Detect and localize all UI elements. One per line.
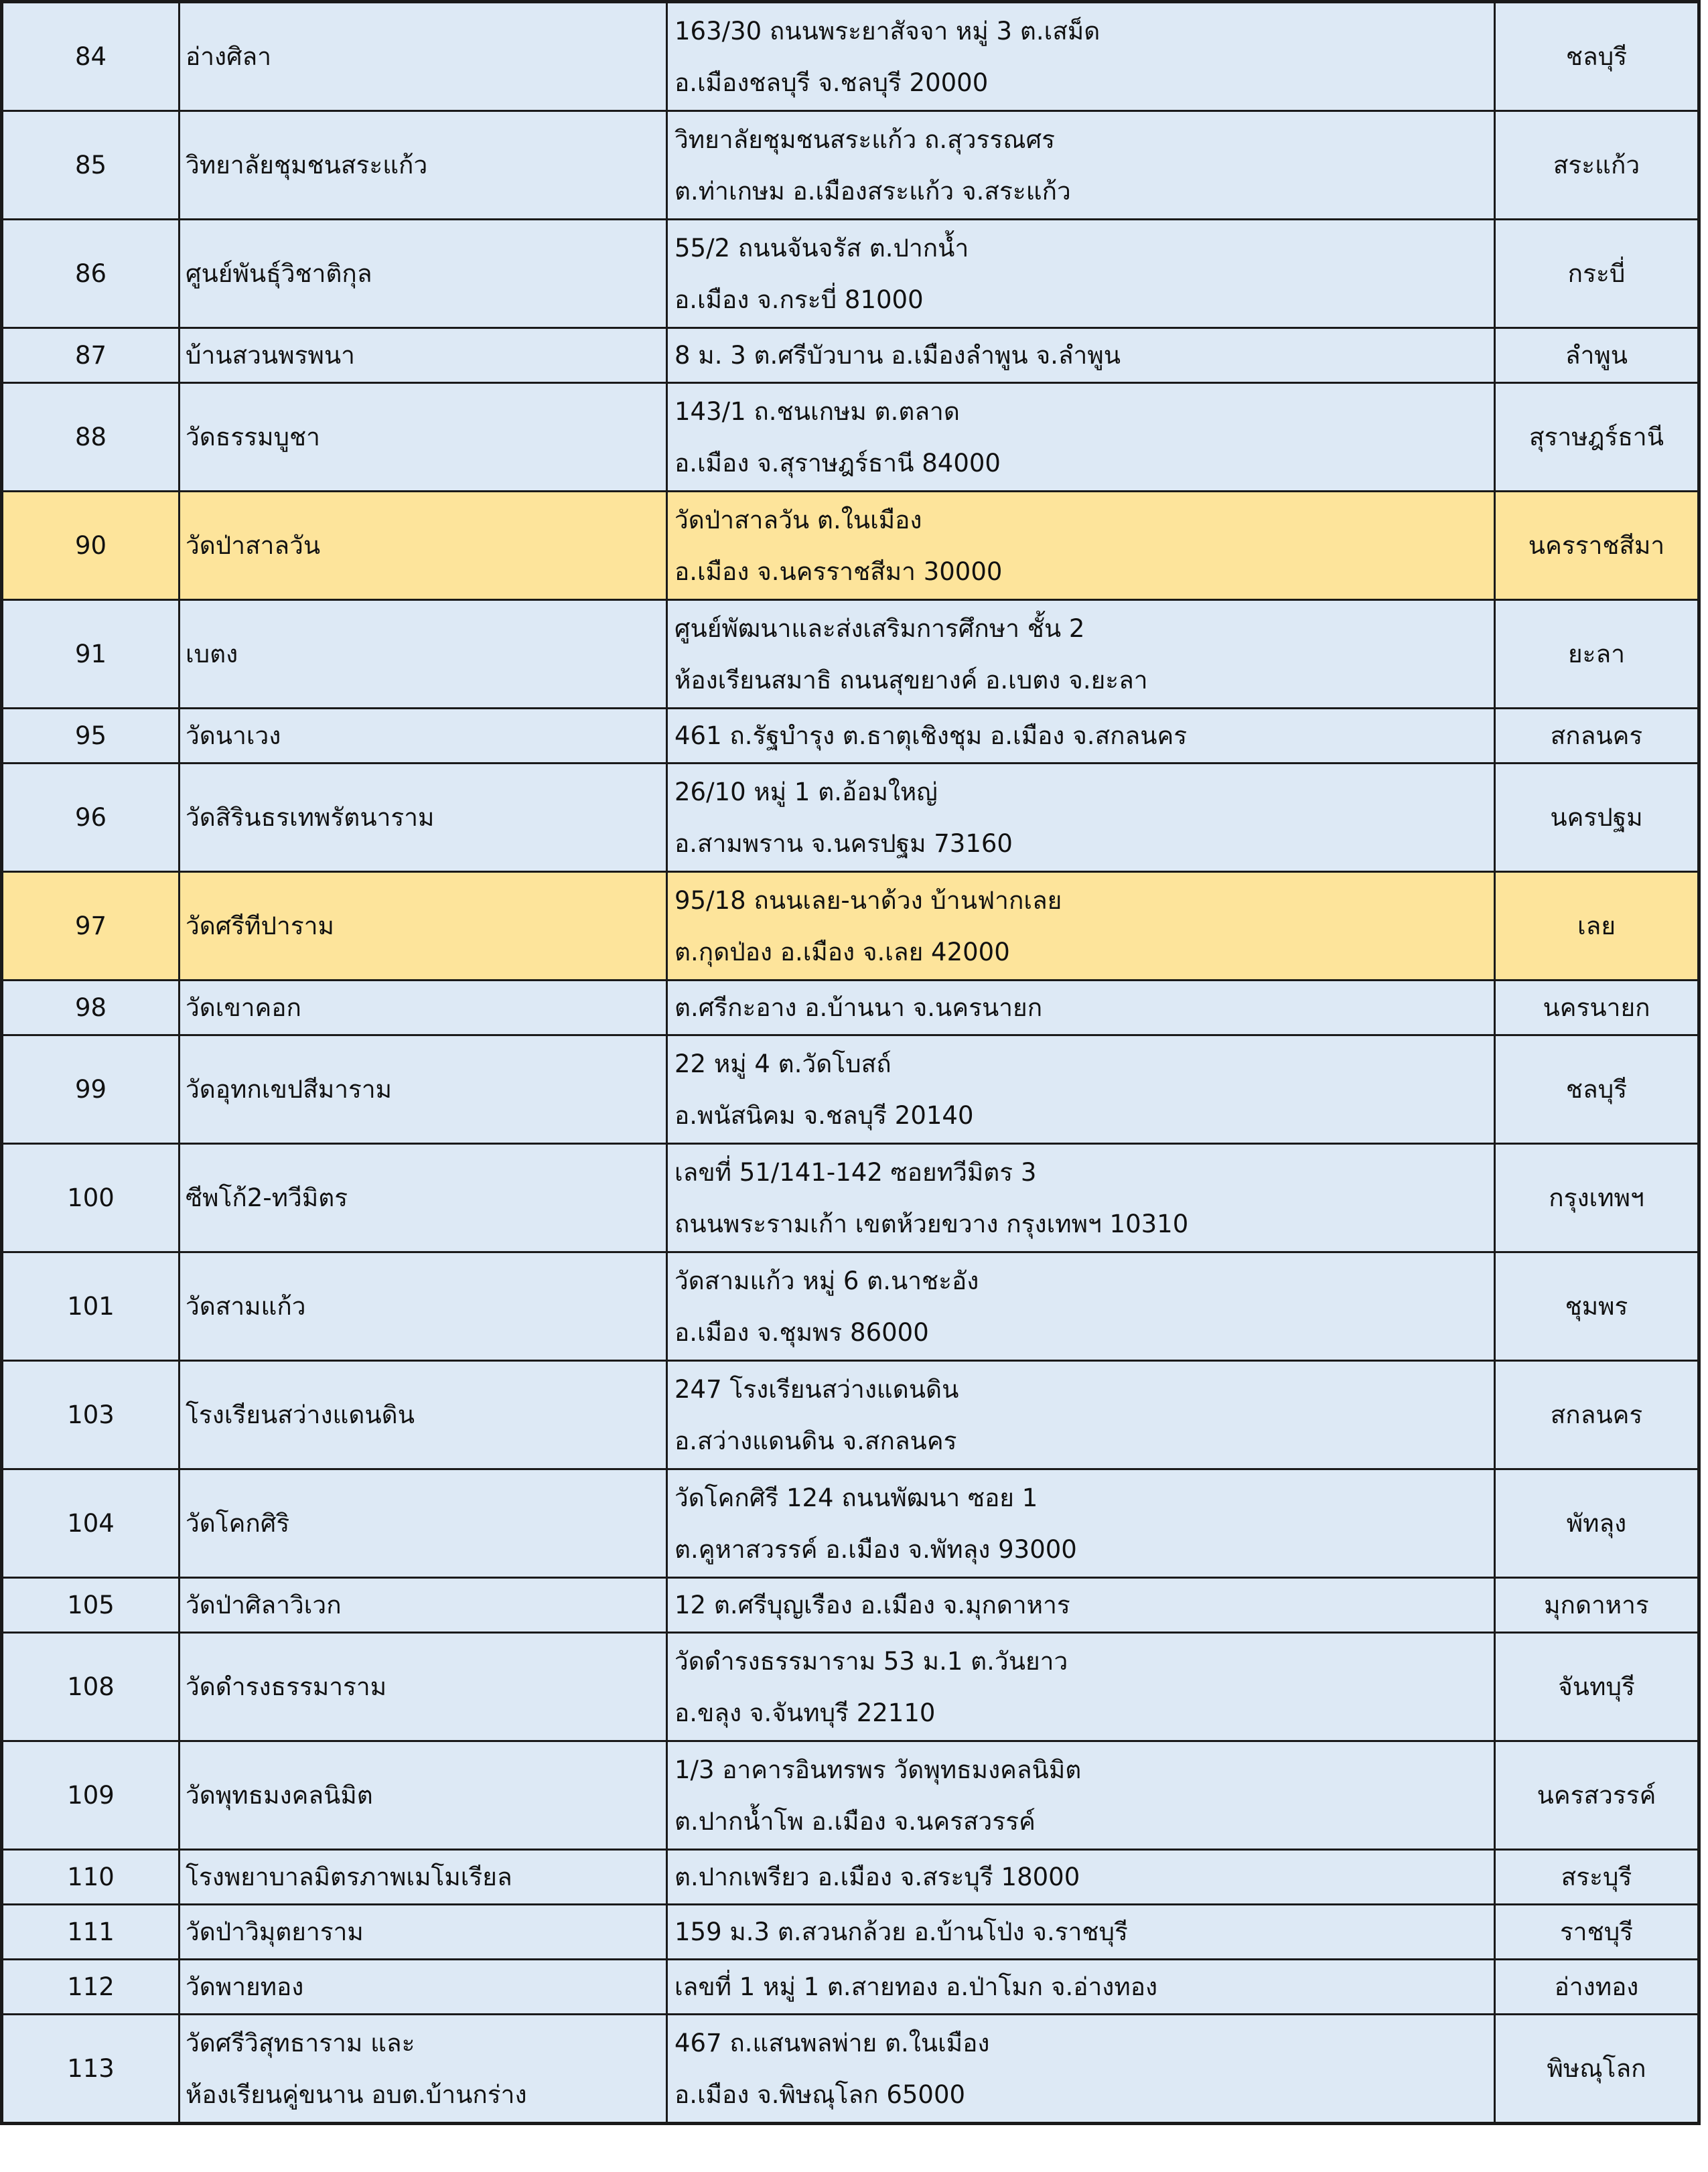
address-cell	[667, 1469, 1495, 1578]
row-number-cell: 90	[2, 492, 180, 600]
table-row	[2, 1905, 1699, 1960]
table-row	[2, 1469, 1699, 1578]
location-name-line: วัดสามแก้ว	[186, 1292, 306, 1321]
address-line: อ.ขลุง จ.จันทบุรี 22110	[674, 1698, 936, 1727]
row-number-cell: 110	[2, 1850, 180, 1905]
address-line: ต.ปากน้ำโพ อ.เมือง จ.นครสวรรค์	[674, 1806, 1036, 1836]
address-cell	[667, 1850, 1495, 1905]
location-name-line: บ้านสวนพรพนา	[186, 341, 355, 370]
province-cell: นครนายก	[1495, 981, 1699, 1035]
address-line: 55/2 ถนนจันจรัส ต.ปากน้ำ	[674, 233, 969, 263]
location-name-cell	[180, 220, 667, 328]
location-name-cell	[180, 1960, 667, 2015]
location-name-line: โรงเรียนสว่างแดนดิน	[186, 1400, 415, 1429]
address-line: 22 หมู่ 4 ต.วัดโบสถ์	[674, 1049, 892, 1078]
table-row	[2, 2, 1699, 111]
location-name-cell	[180, 2, 667, 111]
province-cell: กระบี่	[1495, 220, 1699, 328]
table-row	[2, 709, 1699, 764]
address-line: 26/10 หมู่ 1 ต.อ้อมใหญ่	[674, 777, 938, 806]
address-cell	[667, 1578, 1495, 1633]
location-name-cell	[180, 1741, 667, 1850]
province-cell: สกลนคร	[1495, 709, 1699, 764]
address-cell	[667, 1144, 1495, 1252]
address-line: อ.สามพราน จ.นครปฐม 73160	[674, 828, 1013, 858]
table-row	[2, 1252, 1699, 1361]
address-line: 8 ม. 3 ต.ศรีบัวบาน อ.เมืองลำพูน จ.ลำพูน	[674, 341, 1121, 370]
address-line: ต.ปากเพรียว อ.เมือง จ.สระบุรี 18000	[674, 1863, 1080, 1891]
address-line: อ.เมือง จ.ชุมพร 86000	[674, 1317, 929, 1347]
row-number-cell: 103	[2, 1361, 180, 1469]
address-cell	[667, 981, 1495, 1035]
table-row	[2, 220, 1699, 328]
address-line: วิทยาลัยชุมชนสระแก้ว ถ.สุวรรณศร	[674, 125, 1055, 154]
province-cell: ลำพูน	[1495, 328, 1699, 383]
table-row	[2, 764, 1699, 872]
row-number-cell: 98	[2, 981, 180, 1035]
address-line: 95/18 ถนนเลย-นาด้วง บ้านฟากเลย	[674, 885, 1062, 915]
address-line: ถนนพระรามเก้า เขตห้วยขวาง กรุงเทพฯ 10310	[674, 1209, 1189, 1238]
row-number-cell: 86	[2, 220, 180, 328]
address-cell	[667, 383, 1495, 492]
address-line: วัดโคกศิรี 124 ถนนพัฒนา ซอย 1	[674, 1483, 1038, 1512]
row-number-cell: 95	[2, 709, 180, 764]
address-line: อ.เมือง จ.นครราชสีมา 30000	[674, 557, 1003, 586]
table-row	[2, 981, 1699, 1035]
row-number-cell: 111	[2, 1905, 180, 1960]
location-name-cell	[180, 328, 667, 383]
row-number-cell: 85	[2, 111, 180, 220]
address-line: ต.ศรีกะอาง อ.บ้านนา จ.นครนายก	[674, 993, 1043, 1022]
row-number-cell: 113	[2, 2015, 180, 2124]
location-name-cell	[180, 1850, 667, 1905]
address-line: 467 ถ.แสนพลพ่าย ต.ในเมือง	[674, 2028, 990, 2057]
address-cell	[667, 1633, 1495, 1741]
table-row	[2, 1144, 1699, 1252]
location-name-cell	[180, 1361, 667, 1469]
address-cell	[667, 1905, 1495, 1960]
province-cell: ยะลา	[1495, 600, 1699, 709]
location-name-cell	[180, 2015, 667, 2124]
address-line: อ.เมือง จ.พิษณุโลก 65000	[674, 2080, 966, 2109]
province-cell: ชุมพร	[1495, 1252, 1699, 1361]
address-line: ห้องเรียนสมาธิ ถนนสุขยางค์ อ.เบตง จ.ยะลา	[674, 665, 1148, 695]
row-number-cell: 104	[2, 1469, 180, 1578]
location-name-cell	[180, 1633, 667, 1741]
table-row	[2, 492, 1699, 600]
address-line: เลขที่ 1 หมู่ 1 ต.สายทอง อ.ป่าโมก จ.อ่างทอง	[674, 1972, 1158, 2001]
address-cell	[667, 2015, 1495, 2124]
address-cell	[667, 111, 1495, 220]
location-name-line: วัดป่าสาลวัน	[186, 531, 321, 560]
address-cell	[667, 709, 1495, 764]
row-number-cell: 105	[2, 1578, 180, 1633]
address-line: 1/3 อาคารอินทรพร วัดพุทธมงคลนิมิต	[674, 1755, 1082, 1784]
address-cell	[667, 600, 1495, 709]
province-cell: สกลนคร	[1495, 1361, 1699, 1469]
address-cell	[667, 2, 1495, 111]
location-name-line: วัดพุทธมงคลนิมิต	[186, 1781, 373, 1810]
row-number-cell: 99	[2, 1035, 180, 1144]
location-name-cell	[180, 1144, 667, 1252]
province-cell: เลย	[1495, 872, 1699, 981]
province-cell: ชลบุรี	[1495, 2, 1699, 111]
row-number-cell: 87	[2, 328, 180, 383]
location-name-line: วัดสิรินธรเทพรัตนาราม	[186, 803, 435, 832]
location-name-cell	[180, 872, 667, 981]
location-name-line: วัดศรีวิสุทธาราม และ	[186, 2028, 415, 2057]
province-cell: ราชบุรี	[1495, 1905, 1699, 1960]
location-name-cell	[180, 1035, 667, 1144]
location-name-line: วัดป่าวิมุตยาราม	[186, 1917, 364, 1946]
location-name-line: วัดศรีทีปาราม	[186, 912, 334, 940]
address-line: ต.คูหาสวรรค์ อ.เมือง จ.พัทลุง 93000	[674, 1534, 1077, 1564]
table-row	[2, 600, 1699, 709]
table-row	[2, 1578, 1699, 1633]
address-cell	[667, 1035, 1495, 1144]
row-number-cell: 108	[2, 1633, 180, 1741]
address-line: ต.ท่าเกษม อ.เมืองสระแก้ว จ.สระแก้ว	[674, 176, 1071, 206]
address-cell	[667, 1741, 1495, 1850]
location-name-cell	[180, 1905, 667, 1960]
province-cell: สุราษฎร์ธานี	[1495, 383, 1699, 492]
address-line: วัดสามแก้ว หมู่ 6 ต.นาชะอัง	[674, 1266, 979, 1295]
address-line: วัดป่าสาลวัน ต.ในเมือง	[674, 505, 922, 534]
province-cell: พิษณุโลก	[1495, 2015, 1699, 2124]
row-number-cell: 91	[2, 600, 180, 709]
province-cell: ชลบุรี	[1495, 1035, 1699, 1144]
table-row	[2, 1741, 1699, 1850]
province-cell: จันทบุรี	[1495, 1633, 1699, 1741]
province-cell: มุกดาหาร	[1495, 1578, 1699, 1633]
address-line: อ.พนัสนิคม จ.ชลบุรี 20140	[674, 1100, 974, 1130]
address-line: 12 ต.ศรีบุญเรือง อ.เมือง จ.มุกดาหาร	[674, 1591, 1070, 1619]
location-name-cell	[180, 1252, 667, 1361]
location-name-line: วัดธรรมบูชา	[186, 423, 320, 451]
address-line: ต.กุดป่อง อ.เมือง จ.เลย 42000	[674, 937, 1010, 966]
address-line: อ.เมือง จ.กระบี่ 81000	[674, 285, 924, 314]
address-cell	[667, 764, 1495, 872]
row-number-cell: 100	[2, 1144, 180, 1252]
location-name-line: วัดพายทอง	[186, 1972, 304, 2001]
province-cell: กรุงเทพฯ	[1495, 1144, 1699, 1252]
address-cell	[667, 220, 1495, 328]
address-cell	[667, 1960, 1495, 2015]
location-name-line: ห้องเรียนคู่ขนาน อบต.บ้านกร่าง	[186, 2080, 527, 2109]
province-cell: นครราชสีมา	[1495, 492, 1699, 600]
location-name-cell	[180, 111, 667, 220]
location-name-line: เบตง	[186, 640, 238, 668]
location-table-body	[2, 2, 1699, 2124]
table-row	[2, 1361, 1699, 1469]
province-cell: อ่างทอง	[1495, 1960, 1699, 2015]
row-number-cell: 96	[2, 764, 180, 872]
location-name-line: วัดเขาคอก	[186, 993, 301, 1022]
row-number-cell: 97	[2, 872, 180, 981]
table-row	[2, 1633, 1699, 1741]
address-line: 143/1 ถ.ชนเกษม ต.ตลาด	[674, 396, 960, 426]
row-number-cell: 109	[2, 1741, 180, 1850]
address-cell	[667, 872, 1495, 981]
row-number-cell: 88	[2, 383, 180, 492]
location-name-line: วิทยาลัยชุมชนสระแก้ว	[186, 151, 428, 179]
location-name-line: วัดโคกศิริ	[186, 1509, 290, 1538]
location-name-line: โรงพยาบาลมิตรภาพเมโมเรียล	[186, 1863, 512, 1891]
location-name-line: อ่างศิลา	[186, 42, 272, 71]
location-name-cell	[180, 709, 667, 764]
table-row	[2, 872, 1699, 981]
row-number-cell: 101	[2, 1252, 180, 1361]
address-line: อ.เมือง จ.สุราษฎร์ธานี 84000	[674, 448, 1001, 478]
table-row	[2, 328, 1699, 383]
location-name-cell	[180, 1578, 667, 1633]
location-name-line: วัดอุทกเขปสีมาราม	[186, 1075, 393, 1104]
address-line: วัดดำรงธรรมาราม 53 ม.1 ต.วันยาว	[674, 1646, 1068, 1676]
address-line: อ.สว่างแดนดิน จ.สกลนคร	[674, 1426, 957, 1455]
location-name-line: วัดดำรงธรรมาราม	[186, 1672, 387, 1701]
address-line: 163/30 ถนนพระยาสัจจา หมู่ 3 ต.เสม็ด	[674, 16, 1100, 46]
location-name-cell	[180, 764, 667, 872]
location-name-line: วัดนาเวง	[186, 721, 281, 750]
location-name-line: วัดป่าศิลาวิเวก	[186, 1591, 342, 1619]
location-name-cell	[180, 492, 667, 600]
location-name-line: ศูนย์พันธุ์วิชาติกุล	[186, 259, 372, 288]
address-line: อ.เมืองชลบุรี จ.ชลบุรี 20000	[674, 68, 989, 97]
address-line: ศูนย์พัฒนาและส่งเสริมการศึกษา ชั้น 2	[674, 613, 1085, 643]
table-row	[2, 111, 1699, 220]
province-cell: พัทลุง	[1495, 1469, 1699, 1578]
location-name-cell	[180, 383, 667, 492]
location-name-line: ซีพโก้2-ทวีมิตร	[186, 1183, 348, 1212]
address-line: 247 โรงเรียนสว่างแดนดิน	[674, 1374, 959, 1404]
address-cell	[667, 1252, 1495, 1361]
address-line: 461 ถ.รัฐบำรุง ต.ธาตุเชิงชุม อ.เมือง จ.สกลนคร	[674, 721, 1188, 750]
address-line: 159 ม.3 ต.สวนกล้วย อ.บ้านโป่ง จ.ราชบุรี	[674, 1917, 1128, 1946]
location-name-cell	[180, 981, 667, 1035]
province-cell: สระแก้ว	[1495, 111, 1699, 220]
table-row	[2, 2015, 1699, 2124]
address-line: เลขที่ 51/141-142 ซอยทวีมิตร 3	[674, 1157, 1037, 1187]
location-name-cell	[180, 600, 667, 709]
table-row	[2, 1960, 1699, 2015]
location-name-cell	[180, 1469, 667, 1578]
row-number-cell: 84	[2, 2, 180, 111]
table-row	[2, 1850, 1699, 1905]
province-cell: สระบุรี	[1495, 1850, 1699, 1905]
address-cell	[667, 1361, 1495, 1469]
province-cell: นครปฐม	[1495, 764, 1699, 872]
address-cell	[667, 328, 1495, 383]
table-row	[2, 383, 1699, 492]
row-number-cell: 112	[2, 1960, 180, 2015]
table-row	[2, 1035, 1699, 1144]
address-cell	[667, 492, 1495, 600]
province-cell: นครสวรรค์	[1495, 1741, 1699, 1850]
